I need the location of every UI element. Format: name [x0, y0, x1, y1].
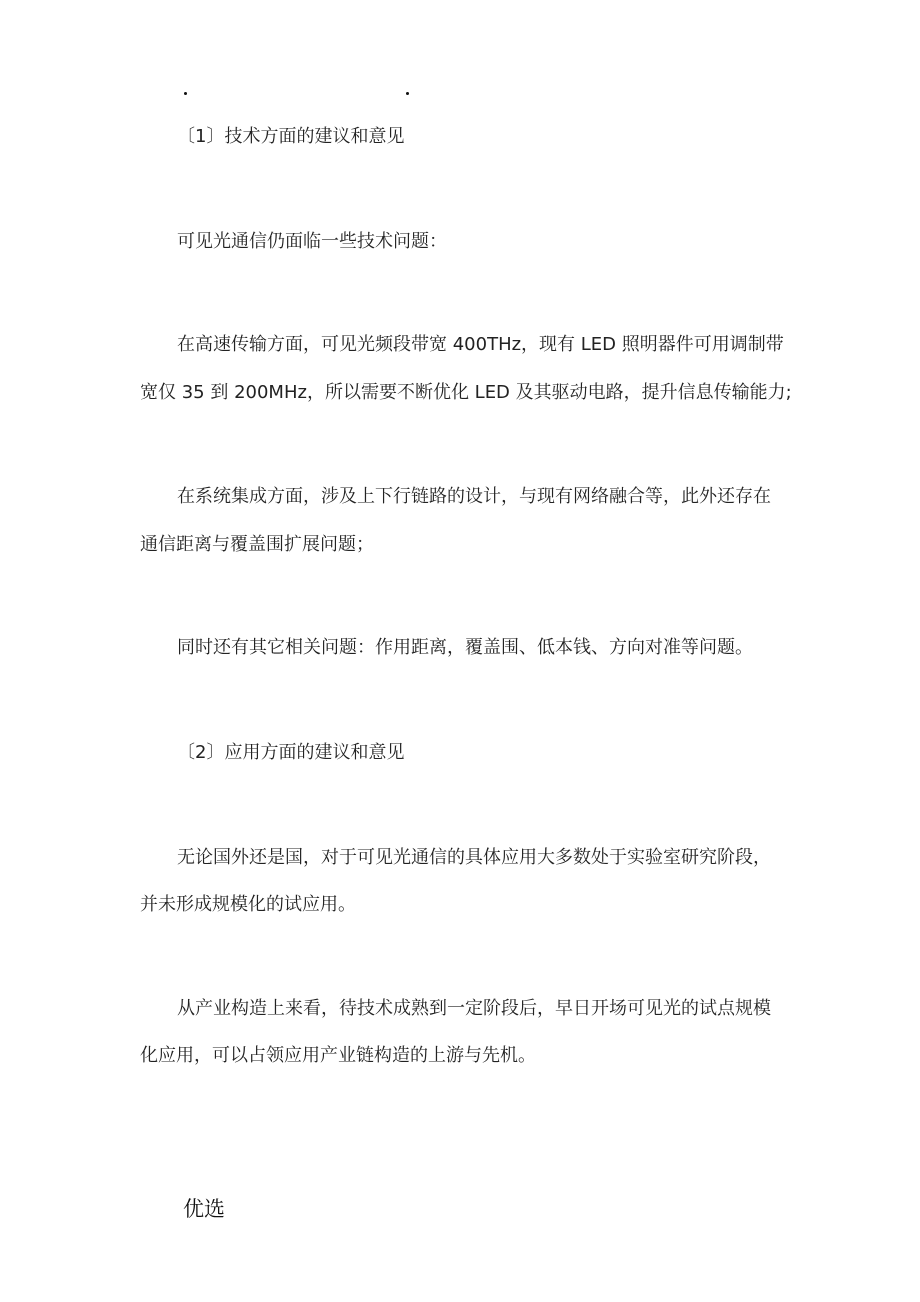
header-dot-left — [184, 92, 187, 95]
header-dot-right — [406, 92, 409, 95]
paragraph-high-speed-line1: 在高速传输方面，可见光频段带宽 400THz，现有 LED 照明器件可用调制带 — [177, 334, 784, 355]
section2-heading: 〔2〕应用方面的建议和意见 — [177, 742, 405, 763]
section1-heading: 〔1〕技术方面的建议和意见 — [177, 126, 405, 147]
paragraph-system-integration-line1: 在系统集成方面，涉及上下行链路的设计，与现有网络融合等，此外还存在 — [177, 486, 771, 507]
paragraph-industry-structure-line2: 化应用，可以占领应用产业链构造的上游与先机。 — [140, 1045, 536, 1066]
paragraph-industry-structure-line1: 从产业构造上来看，待技术成熟到一定阶段后，早日开场可见光的试点规模 — [177, 998, 771, 1019]
paragraph-application-status-line1: 无论国外还是国，对于可见光通信的具体应用大多数处于实验室研究阶段， — [177, 847, 771, 868]
paragraph-system-integration-line2: 通信距离与覆盖围扩展问题； — [140, 534, 374, 555]
paragraph-high-speed-line2: 宽仅 35 到 200MHz，所以需要不断优化 LED 及其驱动电路，提升信息传输能力; — [140, 382, 792, 403]
paragraph-other-issues: 同时还有其它相关问题：作用距离，覆盖围、低本钱、方向对准等问题。 — [177, 637, 753, 658]
paragraph-application-status-line2: 并未形成规模化的试应用。 — [140, 894, 356, 915]
footer-label: 优选 — [183, 1197, 225, 1221]
paragraph-tech-issues-intro: 可见光通信仍面临一些技术问题： — [177, 231, 447, 252]
